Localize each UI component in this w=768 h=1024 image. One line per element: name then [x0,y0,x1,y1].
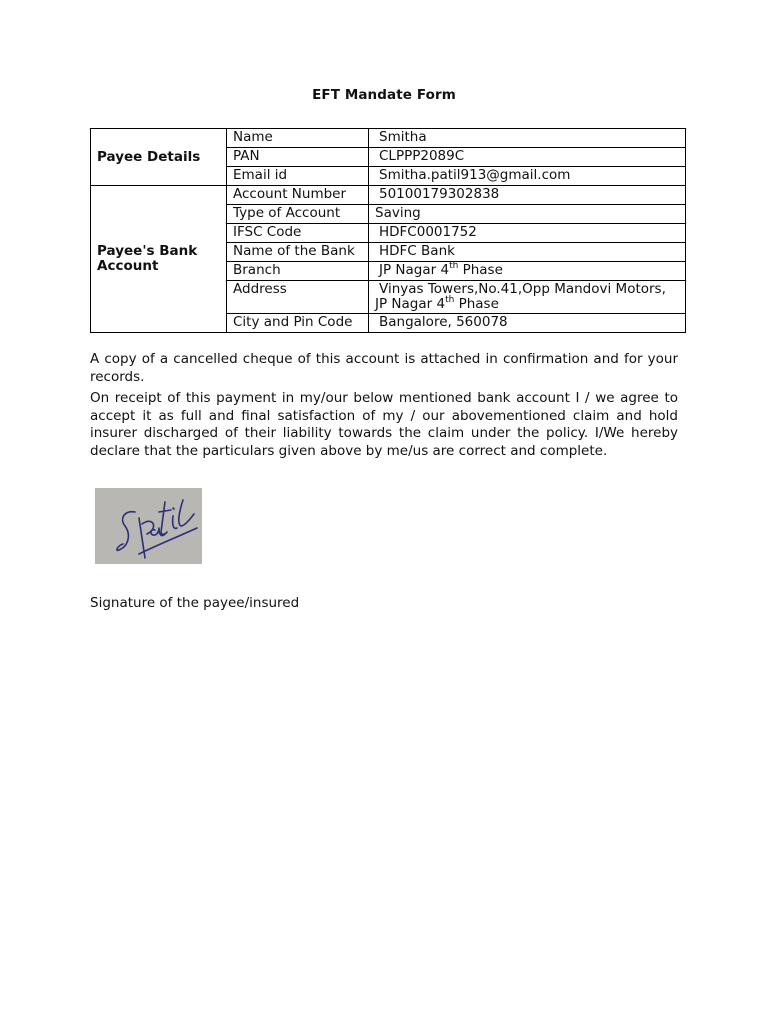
branch-label: Branch [227,262,369,281]
bank-account-group-label: Payee's Bank Account [91,186,227,333]
email-label: Email id [227,167,369,186]
pan-label: PAN [227,148,369,167]
cheque-note-paragraph: A copy of a cancelled cheque of this account is attached in confirmation and for your records. [90,351,678,385]
declaration-paragraph: On receipt of this payment in my/our below mentioned bank account I / we agree to accept it as full and final satisfaction of my / our abovementioned claim and hold insurer discharged of their liability towards the claim under the policy. I/We hereby declare that the particulars given above by me/us are correct and complete. [90,390,678,459]
account-type-value: Saving [369,205,686,224]
ifsc-code-value: HDFC0001752 [369,224,686,243]
city-pin-label: City and Pin Code [227,314,369,333]
address-value [369,281,686,314]
account-type-label: Type of Account [227,205,369,224]
ifsc-code-label: IFSC Code [227,224,369,243]
address-line-2-phase: Phase [454,296,499,312]
branch-value-text: JP Nagar 4 [379,262,450,278]
table-row [91,186,686,205]
name-label: Name [227,129,369,148]
account-number-label: Account Number [227,186,369,205]
payee-details-group-label: Payee Details [91,129,227,186]
address-line-1: Vinyas Towers,No.41,Opp Mandovi Motors, [379,281,666,297]
name-value: Smitha [369,129,686,148]
branch-ordinal-suffix: th [449,260,459,271]
bank-name-label: Name of the Bank [227,243,369,262]
page-title: EFT Mandate Form [312,87,456,103]
account-number-value: 50100179302838 [369,186,686,205]
address-label: Address [227,281,369,314]
eft-mandate-table [90,128,686,333]
handwritten-signature [95,488,202,564]
email-value: Smitha.patil913@gmail.com [369,167,686,186]
signature-image [95,488,202,564]
branch-value-phase: Phase [458,262,503,278]
branch-value [369,262,686,281]
address-line-2-text: JP Nagar 4 [375,296,446,312]
signature-caption: Signature of the payee/insured [90,595,300,611]
city-pin-value: Bangalore, 560078 [369,314,686,333]
table-row [91,129,686,148]
address-ordinal-suffix: th [445,294,455,305]
bank-name-value: HDFC Bank [369,243,686,262]
pan-value: CLPPP2089C [369,148,686,167]
